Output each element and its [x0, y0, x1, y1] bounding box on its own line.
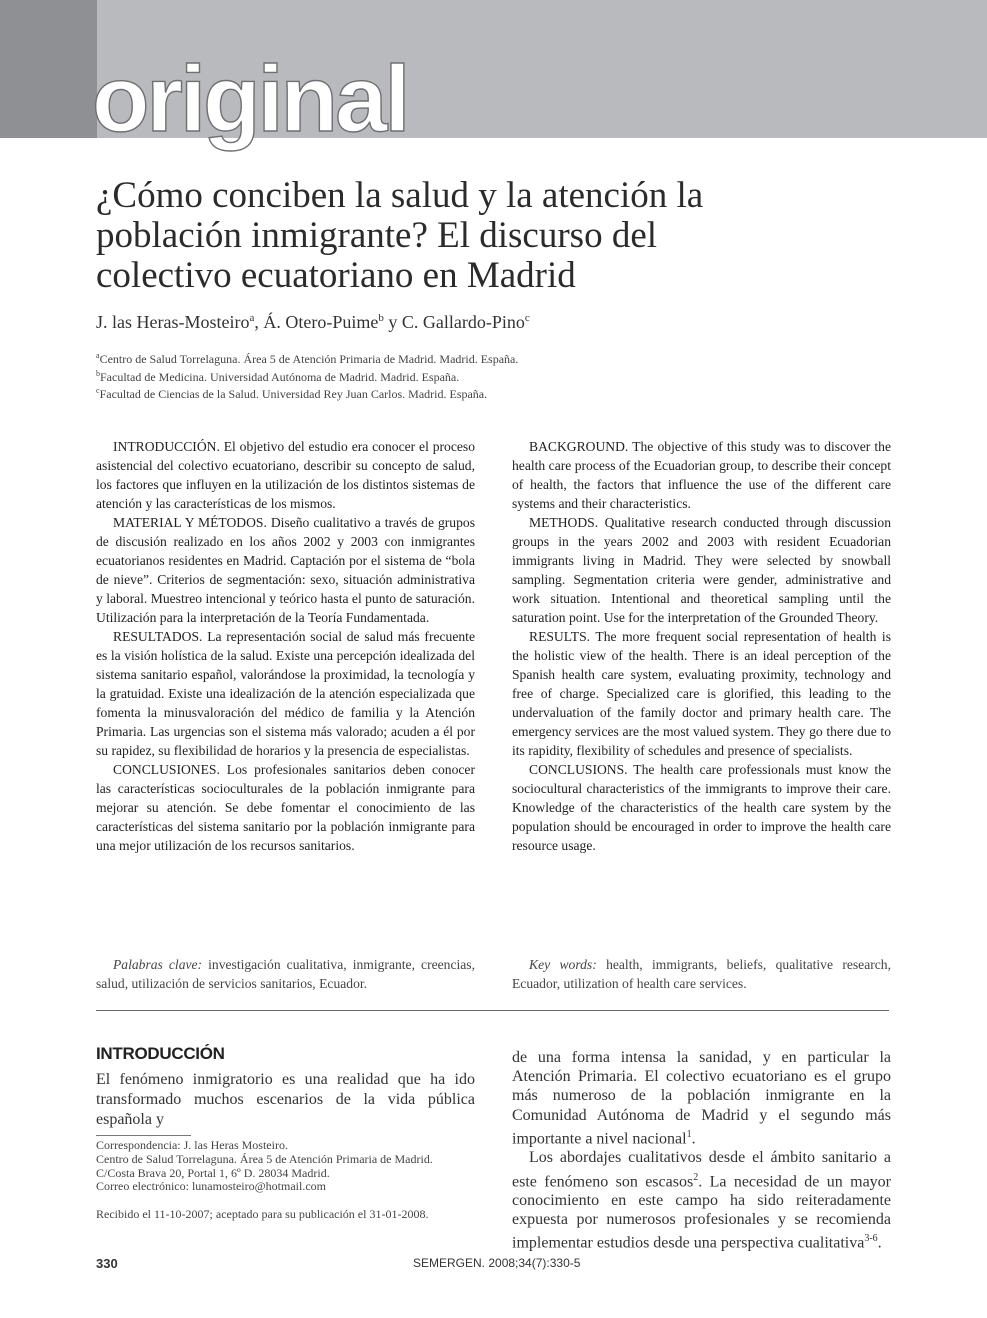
keywords-paragraph — [512, 955, 891, 993]
keywords-label: Palabras clave: — [113, 957, 203, 972]
abstract-text: El objetivo del estudio era conocer el proceso asistencial del colectivo ecuatoriano, describir su concepto de salud, los factores que influyen en la utilización de los distintos sistemas de atención y las características de los mismos. — [96, 439, 475, 511]
keywords-text: health, immigrants, beliefs, qualitative research, Ecuador, utilization of health care services. — [512, 957, 892, 991]
author-name: J. las Heras-Mosteiro — [96, 312, 250, 332]
abstract-text: The objective of this study was to discover the health care process of the Ecuadorian group, to describe their concept of health, the factors that influence the use of the different care systems and their characteristics. — [512, 439, 891, 511]
abstract-spanish — [96, 437, 475, 855]
author-separator: , — [254, 312, 264, 332]
abstract-paragraph — [512, 627, 891, 760]
introduction-paragraph — [512, 1148, 891, 1253]
body-text: de una forma intensa la sanidad, y en particular la Atención Primaria. El colectivo ecuatoriano es el grupo más numeroso de la población inmigrante en la Comunidad Autónoma de Madrid y el segundo más importante a nivel nacional — [512, 1049, 891, 1148]
author-name: C. Gallardo-Pino — [401, 312, 525, 332]
affiliations — [96, 349, 518, 402]
affiliation-line — [96, 349, 518, 367]
correspondence-line: C/Costa Brava 20, Portal 1, 6º D. 28034 Madrid. — [96, 1165, 330, 1180]
abstract-paragraph — [96, 437, 475, 513]
abstract-paragraph — [512, 513, 891, 627]
affiliation-text: Centro de Salud Torrelaguna. Área 5 de Atención Primaria de Madrid. Madrid. España. — [99, 352, 519, 366]
abstract-text: La representación social de salud más frecuente es la visión holística de la salud. Existe una percepción idealizada del sistema sanitario español, valorándose la proximidad, la tecnología y la gratuidad. Existe una idealización de la atención especializada que fomenta la minusvaloración del médico de familia y la Atención Primaria. Las urgencias son el sistema más valorado; acuden a él por su rapidez, su flexibilidad de horarios y la presencia de especialistas. — [96, 629, 475, 758]
correspondence-note — [96, 1139, 433, 1194]
correspondence-email: Correo electrónico: lunamosteiro@hotmail.com — [96, 1179, 326, 1194]
author-sup: c — [524, 312, 530, 324]
abstract-paragraph — [96, 513, 475, 627]
abstract-label: RESULTS. — [529, 629, 591, 644]
keywords-text: investigación cualitativa, inmigrante, creencias, salud, utilización de servicios sanitarios, Ecuador. — [96, 957, 475, 991]
footnote-rule — [96, 1135, 191, 1136]
abstract-paragraph — [512, 437, 891, 513]
abstract-text: The more frequent social representation of health is the holistic view of the health. There is an ideal perception of the Spanish health care system, evaluating proximity, technology and free of charge. Specialized care is glorified, this leading to the undervaluation of the family doctor and primary health care. The emergency services are the most valued system. They go there due to its rapidity, flexibility of schedules and presence of specialists. — [512, 629, 891, 758]
introduction-paragraph: El fenómeno inmigratorio es una realidad que ha ido transformado muchos escenarios de la vida pública española y — [96, 1071, 475, 1128]
affiliation-sup: c — [96, 386, 100, 395]
abstract-label: METHODS. — [529, 515, 599, 530]
abstract-paragraph — [512, 760, 891, 855]
body-text: . — [877, 1234, 882, 1252]
keywords-paragraph — [96, 955, 475, 993]
abstract-label: MATERIAL Y MÉTODOS. — [113, 515, 267, 530]
author-sup: b — [378, 312, 384, 324]
body-text: . La necesidad de un mayor conocimiento en este campo ha sido reiteradamente expuesta por numerosos profesionales y se recomienda implementar estudios desde una perspectiva cualitativa — [512, 1172, 891, 1252]
affiliation-sup: b — [96, 368, 100, 378]
page-number: 330 — [96, 1256, 118, 1271]
keywords-label: Key words: — [529, 957, 597, 972]
abstract-paragraph — [96, 760, 475, 855]
abstract-english — [512, 437, 891, 855]
introduction-left-column — [96, 1070, 475, 1130]
header-dark-block — [0, 0, 97, 138]
correspondence-line: Correspondencia: J. las Heras Mosteiro. — [96, 1138, 288, 1152]
keywords-spanish — [96, 955, 475, 993]
journal-citation: SEMERGEN. 2008;34(7):330-5 — [413, 1256, 581, 1270]
abstract-text: Los profesionales sanitarios deben conocer las características socioculturales de la población inmigrante para mejorar su atención. Se debe fomentar el conocimiento de las características del sistema sanitario por la población inmigrante para una mejor utilización de los recursos sanitarios. — [96, 762, 475, 853]
abstract-text: Qualitative research conducted through discussion groups in the years 2002 and 2003 with resident Ecuadorian immigrants living in Madrid. They were selected by snowball sampling. Segmentation criteria were gender, administrative and work situation. Intentional and theoretical sampling until the saturation point. Use for the interpretation of the Grounded Theory. — [512, 515, 891, 625]
article-title: ¿Cómo conciben la salud y la atención la población inmigrante? El discurso del colectivo ecuatoriano en Madrid — [96, 175, 704, 296]
correspondence-line: Centro de Salud Torrelaguna. Área 5 de Atención Primaria de Madrid. — [96, 1151, 433, 1166]
author-separator: y — [383, 312, 402, 332]
abstract-paragraph — [96, 627, 475, 760]
affiliation-line — [96, 367, 518, 385]
body-text: . — [691, 1130, 696, 1148]
author-list — [96, 312, 530, 333]
introduction-heading: INTRODUCCIÓN — [96, 1044, 225, 1063]
section-label: original — [92, 46, 408, 151]
citation-ref: 3-6 — [864, 1233, 878, 1245]
author-name: Á. Otero-Puime — [263, 312, 379, 332]
introduction-right-column — [512, 1048, 891, 1253]
affiliation-text: Facultad de Ciencias de la Salud. Universidad Rey Juan Carlos. Madrid. España. — [99, 387, 488, 401]
abstract-label: CONCLUSIONS. — [529, 762, 628, 777]
abstract-label: CONCLUSIONES. — [113, 762, 220, 777]
abstract-label: BACKGROUND. — [529, 439, 629, 454]
citation-ref: 1 — [686, 1128, 692, 1140]
affiliation-text: Facultad de Medicina. Universidad Autónoma de Madrid. Madrid. España. — [100, 369, 460, 384]
abstract-text: The health care professionals must know the sociocultural characteristics of the immigrants to improve their care. Knowledge of the characteristics of the health care system by the population should be encouraged in order to improve the health care resource usage. — [512, 762, 891, 853]
keywords-english — [512, 955, 891, 993]
received-dates: Recibido el 11-10-2007; aceptado para su publicación el 31-01-2008. — [96, 1207, 429, 1221]
abstract-label: INTRODUCCIÓN. — [113, 439, 220, 454]
abstract-text: Diseño cualitativo a través de grupos de discusión realizado en los años 2002 y 2003 con inmigrantes ecuatorianos residentes en Madrid. Captación por el sistema de “bola de nieve”. Criterios de segmentación: sexo, situación administrativa y laboral. Muestreo intencional y teórico hasta el punto de saturación. Utilización para la interpretación de la Teoría Fundamentada. — [96, 515, 475, 625]
affiliation-sup: a — [96, 351, 100, 360]
author-sup: a — [249, 312, 255, 324]
citation-ref: 2 — [693, 1171, 699, 1183]
abstract-label: RESULTADOS. — [113, 629, 203, 644]
section-divider — [96, 1010, 889, 1011]
introduction-paragraph — [512, 1048, 891, 1148]
body-text: Los abordajes cualitativos desde el ámbito sanitario a este fenómeno son escasos — [512, 1149, 891, 1190]
affiliation-line — [96, 384, 518, 402]
